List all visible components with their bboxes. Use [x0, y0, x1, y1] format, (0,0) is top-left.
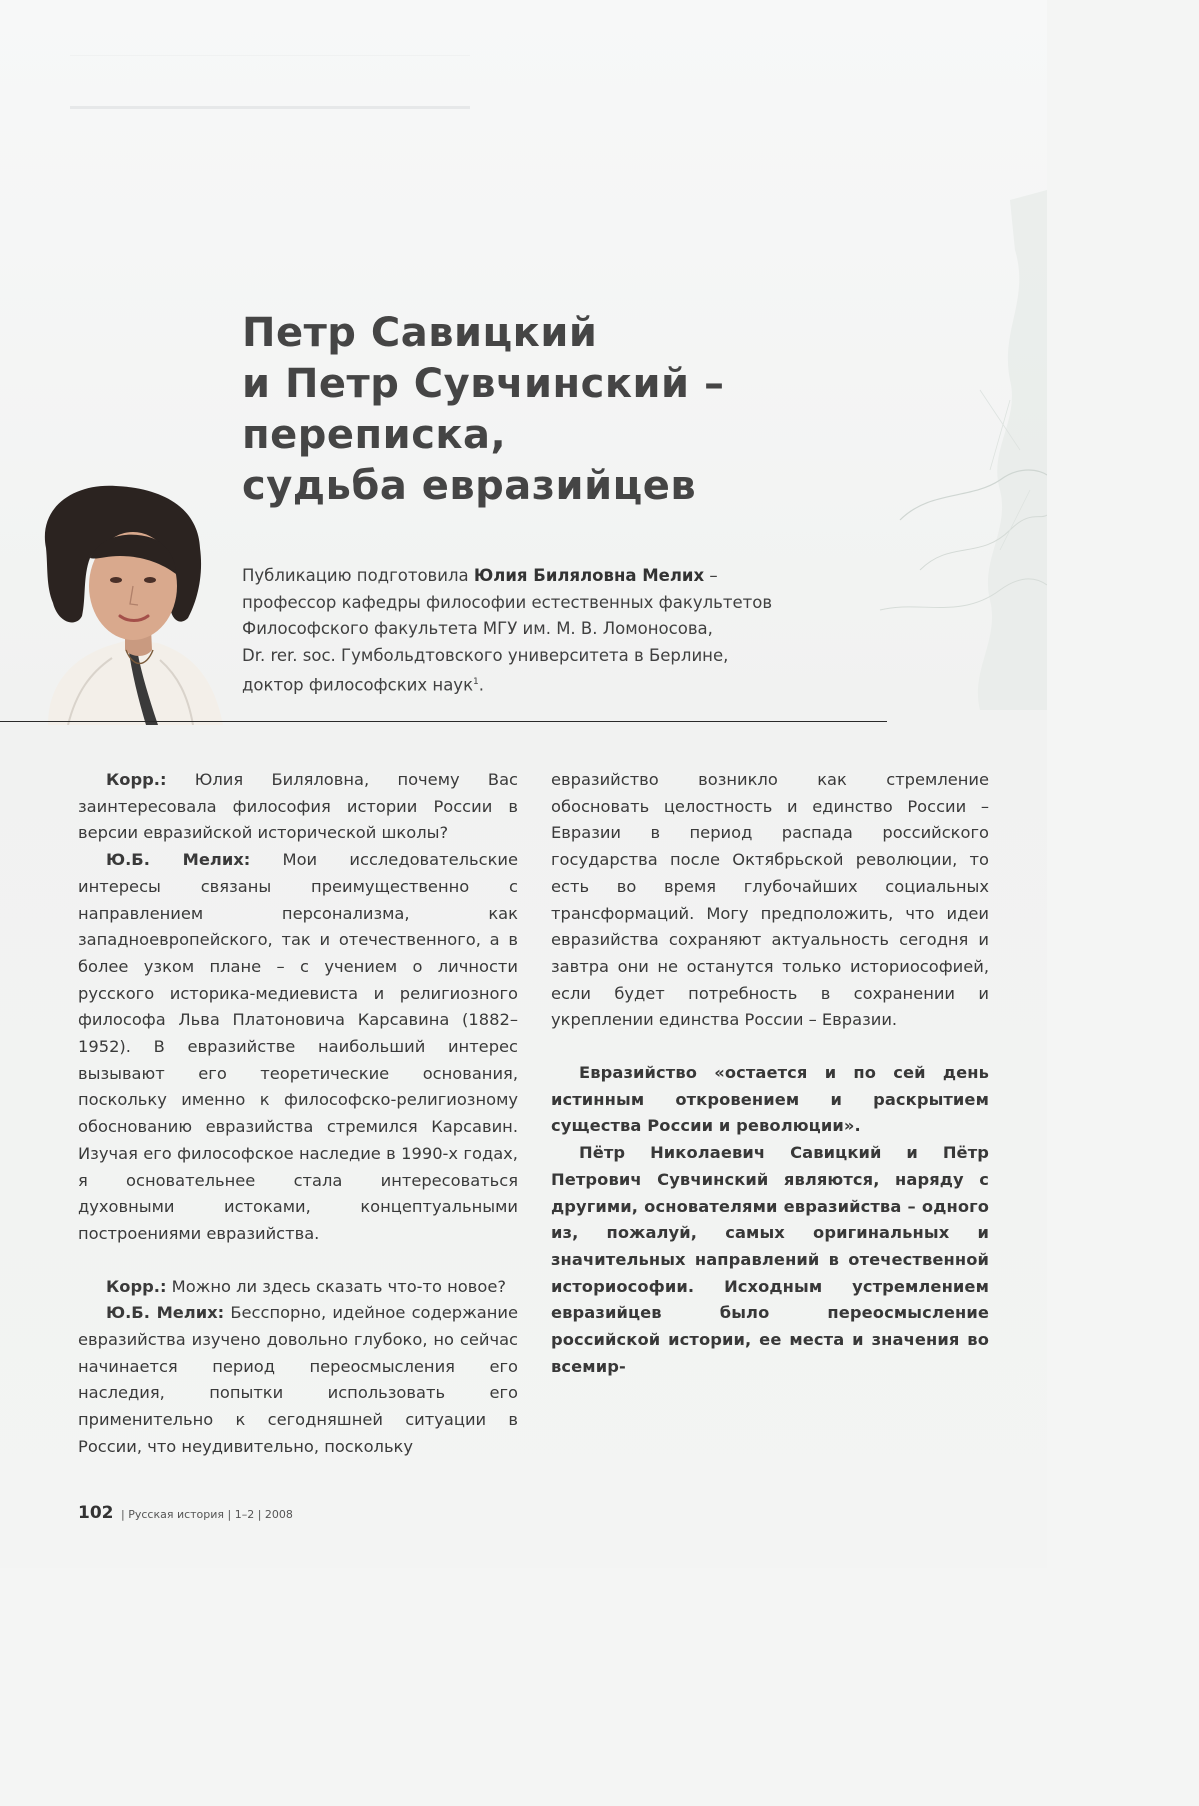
question-paragraph — [78, 1274, 518, 1301]
speaker-label: Корр.: — [106, 770, 167, 789]
author-name: Юлия Биляловна Мелих — [473, 566, 705, 585]
section-divider — [0, 721, 887, 722]
author-byline — [242, 563, 882, 699]
byline-prefix: Публикацию подготовила — [242, 566, 474, 585]
author-portrait — [28, 478, 240, 725]
byline-end: . — [478, 675, 485, 695]
question-paragraph — [78, 767, 518, 847]
article-title — [242, 308, 862, 512]
faded-header-band — [70, 55, 470, 109]
answer-continuation: евразийство возникло как стремление обосновать целостность и единство России – Евразии в период распада российского государства после Октябрьской революции, то есть во время глубочайших социальных трансформаций. Могу предположить, что идеи евразийства сохраняют актуальность сегодня и завтра они не останутся только историософией, если будет потребность в сохранении и укреплении единства России – Евразии. — [551, 770, 989, 1030]
title-line: переписка, — [242, 412, 507, 458]
byline-line: Dr. rer. soc. Гумбольдтовского университета в Берлине, — [242, 645, 729, 665]
byline-line — [242, 669, 882, 699]
publication-info: | Русская история | 1–2 | 2008 — [121, 1508, 293, 1521]
speaker-label: Корр.: — [106, 1276, 167, 1296]
speaker-label: Ю.Б. Мелих: — [106, 850, 251, 870]
answer-paragraph — [78, 847, 518, 1248]
lead-quote: Евразийство «остается и по сей день истинным откровением и раскрытием существа России и революции». — [551, 1063, 989, 1136]
left-column — [78, 767, 518, 1461]
title-line: Петр Савицкий — [242, 310, 598, 356]
title-line: и Петр Сувчинский – — [242, 361, 725, 407]
paragraph-text: Юлия Биляловна, почему Вас заинтересовала философия истории России в версии евразийской исторической школы? — [78, 770, 518, 843]
page-footer — [78, 1503, 293, 1523]
byline-line: профессор кафедры философии естественных факультетов — [242, 592, 773, 612]
footnote-marker: 1 — [473, 677, 479, 687]
lead-paragraph: Пётр Николаевич Савицкий и Пётр Петрович Сувчинский являются, наряду с другими, основателями евразийства – одного из, пожалуй, самых оригинальных и значительных направлений в отечественной историософии. Исходным устремлением евразийцев было переосмысление российской истории, ее места и значения во всемир- — [551, 1143, 989, 1376]
speaker-label: Ю.Б. Мелих: — [106, 1303, 225, 1323]
title-line: судьба евразийцев — [242, 463, 697, 509]
paragraph-gap — [78, 1248, 518, 1274]
paragraph-text: Бесспорно, идейное содержание евразийства изучено довольно глубоко, но сейчас начинается период переосмысления его наследия, попытки использовать его применительно к сегодняшней ситуации в России, что неудивительно, поскольку — [78, 1303, 519, 1456]
byline-degree: доктор философских наук — [242, 675, 474, 695]
page-number: 102 — [78, 1503, 114, 1523]
byline-line — [242, 563, 882, 590]
paragraph-text: Мои исследовательские интересы связаны преимущественно с направлением персонализма, как западноевропейского, так и отечественного, а в более узком плане – с учением о личности русского историка-медиевиста и религиозного философа Льва Платоновича Карсавина (1882–1952). В евразийстве наибольший интерес вызывают его теоретические основания, поскольку именно к философско-религиозному обоснованию евразийства стремился Карсавин. Изучая его философское наследие в 1990-х годах, я основательнее стала интересоваться духовными истоками, концептуальными построениями евразийства. — [78, 850, 518, 1243]
paragraph-gap — [551, 1034, 989, 1060]
paragraph-text: Можно ли здесь сказать что-то новое? — [166, 1276, 506, 1296]
map-decoration — [860, 190, 1047, 710]
right-column — [551, 767, 989, 1380]
byline-dash: – — [704, 566, 718, 585]
byline-line: Философского факультета МГУ им. М. В. Ломоносова, — [242, 619, 713, 638]
answer-paragraph — [78, 1300, 518, 1460]
